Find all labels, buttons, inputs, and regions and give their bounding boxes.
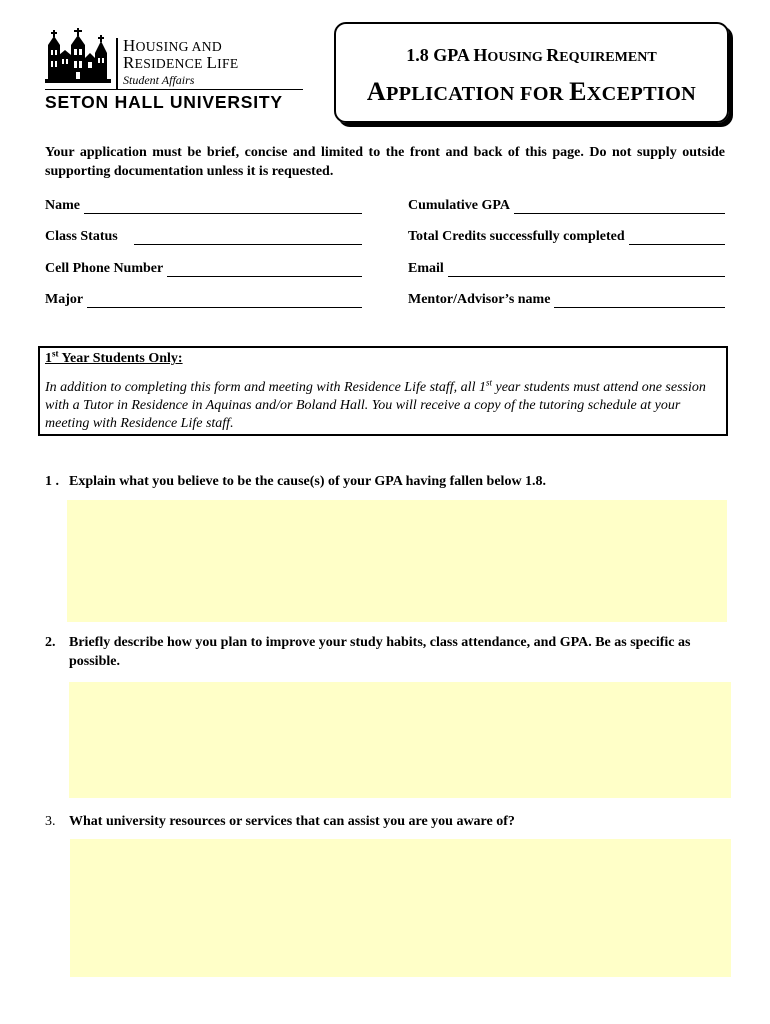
cumulative-gpa-label: Cumulative GPA	[408, 198, 511, 213]
question-2-number: 2.	[45, 635, 56, 650]
major-input-line[interactable]	[87, 294, 362, 308]
name-field[interactable]	[45, 198, 362, 214]
logo-divider	[116, 38, 118, 90]
intro-instructions: Your application must be brief, concise and limited to the front and back of this page. Do not supply outside supporting documentation unless it is requested.	[45, 145, 725, 179]
class-status-label: Class Status	[45, 229, 118, 244]
question-2-text: Briefly describe how you plan to improve your study habits, class attendance, and GPA. Be as specific as possible.	[69, 635, 691, 669]
logo-residence-life: RESIDENCE LIFE	[123, 53, 239, 72]
cumulative-gpa-input-line[interactable]	[514, 200, 725, 214]
cumulative-gpa-field[interactable]	[408, 198, 725, 214]
mentor-input-line[interactable]	[554, 294, 725, 308]
email-field[interactable]	[408, 261, 725, 277]
first-year-text: In addition to completing this form and meeting with Residence Life staff, all 1st year students must attend one session with a Tutor in Residence in Aquinas and/or Boland Hall. You will receive a copy of the tutoring schedule at your meeting with Residence Life staff.	[45, 377, 706, 431]
question-3-number: 3.	[45, 814, 56, 829]
question-1-text: Explain what you believe to be the cause(s) of your GPA having fallen below 1.8.	[69, 474, 547, 489]
form-subtitle: 1.8 GPA HOUSING REQUIREMENT	[406, 45, 657, 65]
major-field[interactable]	[45, 292, 362, 308]
mentor-field[interactable]	[408, 292, 725, 308]
question-1-number: 1 .	[45, 474, 59, 489]
answer-2-textarea[interactable]	[69, 682, 731, 798]
major-label: Major	[45, 292, 84, 307]
housing-logo	[45, 28, 113, 88]
question-2	[45, 633, 725, 671]
church-building-icon	[45, 28, 113, 88]
university-name: SETON HALL UNIVERSITY	[45, 92, 283, 112]
email-label: Email	[408, 261, 444, 276]
question-3	[45, 812, 725, 831]
logo-rule	[45, 89, 303, 90]
logo-student-affairs: Student Affairs	[123, 73, 195, 87]
total-credits-field[interactable]	[408, 229, 725, 245]
cell-phone-label: Cell Phone Number	[45, 261, 164, 276]
total-credits-input-line[interactable]	[629, 231, 725, 245]
form-title: APPLICATION FOR EXCEPTION	[366, 77, 697, 106]
email-input-line[interactable]	[448, 263, 725, 277]
name-input-line[interactable]	[84, 200, 362, 214]
mentor-label: Mentor/Advisor’s name	[408, 292, 551, 307]
total-credits-label: Total Credits successfully completed	[408, 229, 625, 244]
class-status-field[interactable]	[45, 229, 362, 245]
first-year-heading: 1st Year Students Only:	[45, 348, 183, 366]
logo-housing-and: HOUSING AND	[123, 36, 223, 55]
question-3-text: What university resources or services that can assist you are you aware of?	[69, 814, 515, 829]
cell-phone-field[interactable]	[45, 261, 362, 277]
title-box	[334, 22, 729, 123]
answer-3-textarea[interactable]	[70, 839, 731, 977]
name-label: Name	[45, 198, 80, 213]
cell-phone-input-line[interactable]	[167, 263, 362, 277]
answer-1-textarea[interactable]	[67, 500, 727, 622]
question-1	[45, 472, 725, 491]
class-status-input-line[interactable]	[134, 231, 362, 245]
